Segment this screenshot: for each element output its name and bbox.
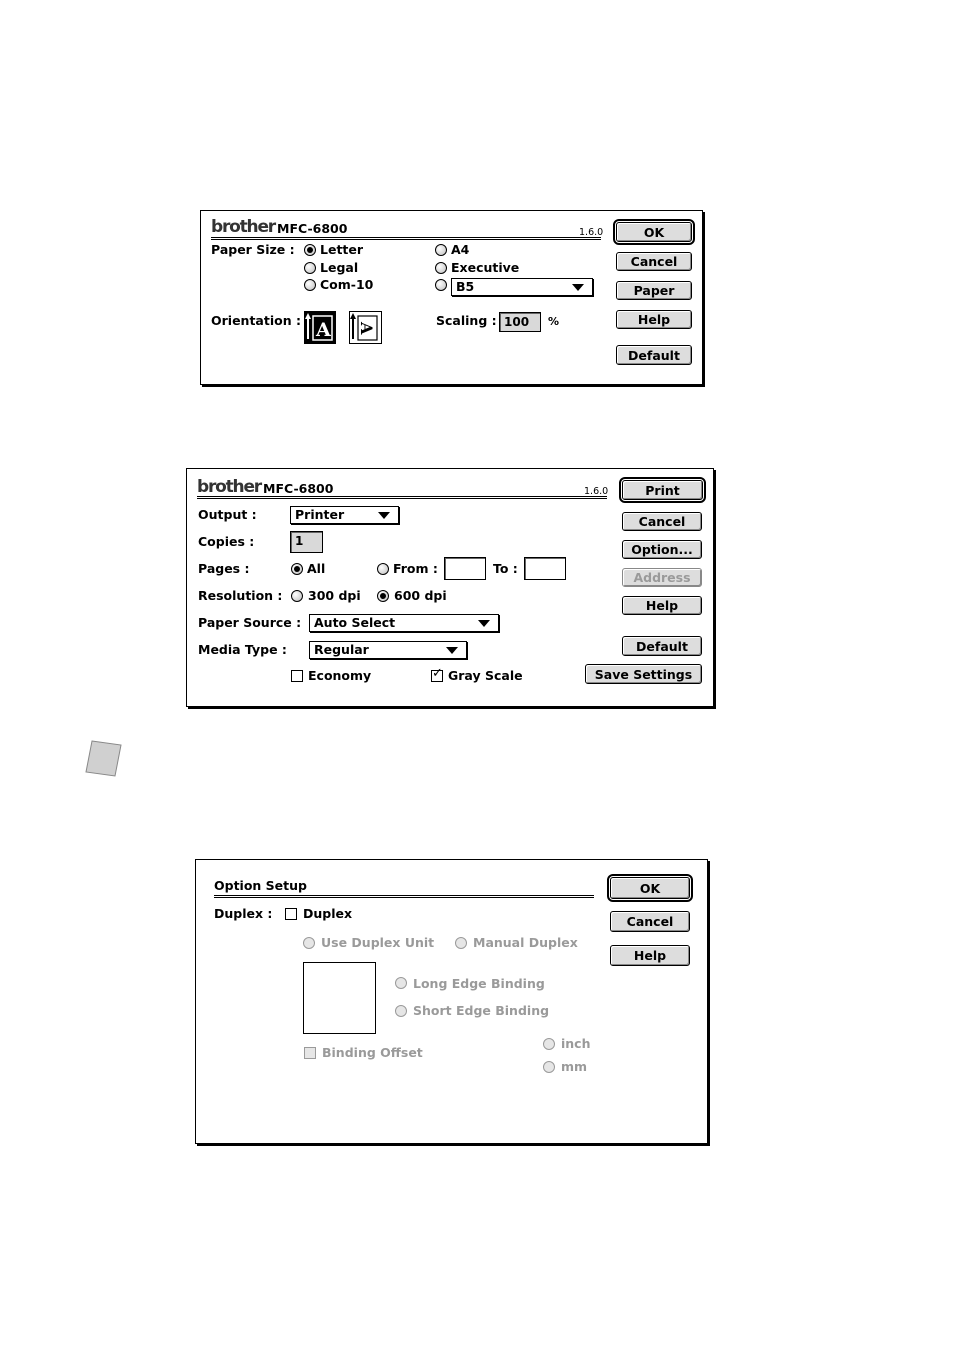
- binding-preview-box: [303, 962, 376, 1034]
- paper-source-value: Auto Select: [314, 615, 396, 630]
- note-page-icon: [84, 739, 124, 779]
- radio-letter[interactable]: [304, 244, 316, 256]
- radio-pages-from-label[interactable]: From :: [393, 561, 438, 576]
- portrait-orientation-icon[interactable]: [304, 311, 336, 344]
- print-dialog: [186, 468, 714, 707]
- cancel-button[interactable]: Cancel: [616, 252, 692, 271]
- save-settings-button[interactable]: Save Settings: [585, 664, 702, 684]
- radio-unit-mm[interactable]: [543, 1061, 555, 1073]
- paper-button[interactable]: Paper: [616, 281, 692, 300]
- brother-logo: brother: [211, 217, 275, 237]
- default-button[interactable]: Default: [616, 345, 692, 365]
- radio-executive[interactable]: [435, 262, 447, 274]
- pages-to-label: To :: [493, 561, 518, 576]
- radio-com10[interactable]: [304, 279, 316, 291]
- ok-button[interactable]: OK: [616, 222, 692, 242]
- default-button[interactable]: Default: [622, 636, 702, 656]
- chevron-down-icon: [572, 284, 584, 291]
- version-label: 1.6.0: [579, 227, 604, 238]
- binding-offset-checkbox[interactable]: [304, 1047, 316, 1059]
- media-type-value: Regular: [314, 642, 369, 657]
- pages-from-input[interactable]: [444, 557, 486, 580]
- radio-pages-from[interactable]: [377, 563, 389, 575]
- model-name: MFC-6800: [277, 221, 348, 236]
- gray-scale-checkbox[interactable]: [431, 666, 443, 682]
- svg-text:A: A: [316, 319, 331, 341]
- economy-label[interactable]: Economy: [308, 668, 372, 683]
- chevron-down-icon: [378, 512, 390, 519]
- radio-manual-duplex-label[interactable]: Manual Duplex: [473, 935, 578, 950]
- scaling-label: Scaling :: [436, 313, 497, 328]
- media-type-label: Media Type :: [198, 642, 287, 657]
- radio-300dpi[interactable]: [291, 590, 303, 602]
- title-rule: [214, 895, 594, 898]
- radio-unit-inch[interactable]: [543, 1038, 555, 1050]
- help-button[interactable]: Help: [610, 945, 690, 966]
- radio-a4-label[interactable]: A4: [451, 242, 470, 257]
- radio-use-duplex-unit[interactable]: [303, 937, 315, 949]
- landscape-orientation-icon[interactable]: [349, 311, 382, 344]
- print-button[interactable]: Print: [622, 480, 703, 500]
- output-label: Output :: [198, 507, 257, 522]
- radio-pages-all[interactable]: [291, 563, 303, 575]
- page-setup-dialog: [200, 210, 703, 385]
- radio-long-edge-binding-label[interactable]: Long Edge Binding: [413, 976, 545, 991]
- custom-size-select[interactable]: [451, 278, 593, 296]
- duplex-label: Duplex :: [214, 906, 273, 921]
- gray-scale-label[interactable]: Gray Scale: [448, 668, 523, 683]
- radio-long-edge-binding[interactable]: [395, 977, 407, 989]
- cancel-button[interactable]: Cancel: [622, 512, 702, 531]
- radio-custom-size[interactable]: [435, 279, 447, 291]
- paper-size-label: Paper Size :: [211, 242, 295, 257]
- cancel-button[interactable]: Cancel: [610, 911, 690, 932]
- help-button[interactable]: Help: [622, 596, 702, 615]
- duplex-checkbox-label[interactable]: Duplex: [303, 906, 353, 921]
- chevron-down-icon: [478, 620, 490, 627]
- duplex-checkbox[interactable]: [285, 908, 297, 920]
- radio-600dpi-label[interactable]: 600 dpi: [394, 588, 447, 603]
- custom-size-value: B5: [456, 279, 475, 294]
- pages-label: Pages :: [198, 561, 250, 576]
- radio-a4[interactable]: [435, 244, 447, 256]
- svg-text:A: A: [357, 322, 376, 335]
- binding-offset-label[interactable]: Binding Offset: [322, 1045, 423, 1060]
- pages-to-input[interactable]: [524, 557, 566, 580]
- radio-unit-inch-label[interactable]: inch: [561, 1036, 591, 1051]
- checkmark-icon: ✓: [432, 666, 443, 681]
- title-rule: [197, 496, 607, 499]
- radio-pages-all-label[interactable]: All: [307, 561, 326, 576]
- radio-com10-label[interactable]: Com-10: [320, 277, 374, 292]
- radio-executive-label[interactable]: Executive: [451, 260, 520, 275]
- radio-300dpi-label[interactable]: 300 dpi: [308, 588, 361, 603]
- radio-use-duplex-unit-label[interactable]: Use Duplex Unit: [321, 935, 435, 950]
- media-type-select[interactable]: [309, 641, 467, 659]
- radio-letter-label[interactable]: Letter: [320, 242, 364, 257]
- radio-600dpi[interactable]: [377, 590, 389, 602]
- paper-source-select[interactable]: [309, 614, 499, 632]
- copies-input[interactable]: 1: [290, 531, 323, 553]
- scaling-unit: %: [548, 315, 560, 328]
- radio-legal-label[interactable]: Legal: [320, 260, 359, 275]
- title-rule: [211, 237, 601, 240]
- radio-short-edge-binding[interactable]: [395, 1005, 407, 1017]
- radio-manual-duplex[interactable]: [455, 937, 467, 949]
- chevron-down-icon: [446, 647, 458, 654]
- version-label: 1.6.0: [584, 486, 609, 497]
- paper-source-label: Paper Source :: [198, 615, 302, 630]
- copies-label: Copies :: [198, 534, 255, 549]
- radio-legal[interactable]: [304, 262, 316, 274]
- radio-unit-mm-label[interactable]: mm: [561, 1059, 588, 1074]
- resolution-label: Resolution :: [198, 588, 283, 603]
- scaling-input[interactable]: 100: [499, 312, 541, 332]
- brother-logo: brother: [197, 477, 261, 497]
- output-select[interactable]: [290, 506, 399, 524]
- help-button[interactable]: Help: [616, 310, 692, 329]
- economy-checkbox[interactable]: [291, 670, 303, 682]
- ok-button[interactable]: OK: [610, 877, 690, 899]
- option-button[interactable]: Option...: [622, 540, 702, 559]
- dialog-title: Option Setup: [214, 878, 307, 893]
- radio-short-edge-binding-label[interactable]: Short Edge Binding: [413, 1003, 550, 1018]
- orientation-label: Orientation :: [211, 313, 301, 328]
- address-button[interactable]: Address: [622, 568, 702, 587]
- output-value: Printer: [295, 507, 345, 522]
- model-name: MFC-6800: [263, 481, 334, 496]
- option-setup-dialog: [195, 859, 708, 1144]
